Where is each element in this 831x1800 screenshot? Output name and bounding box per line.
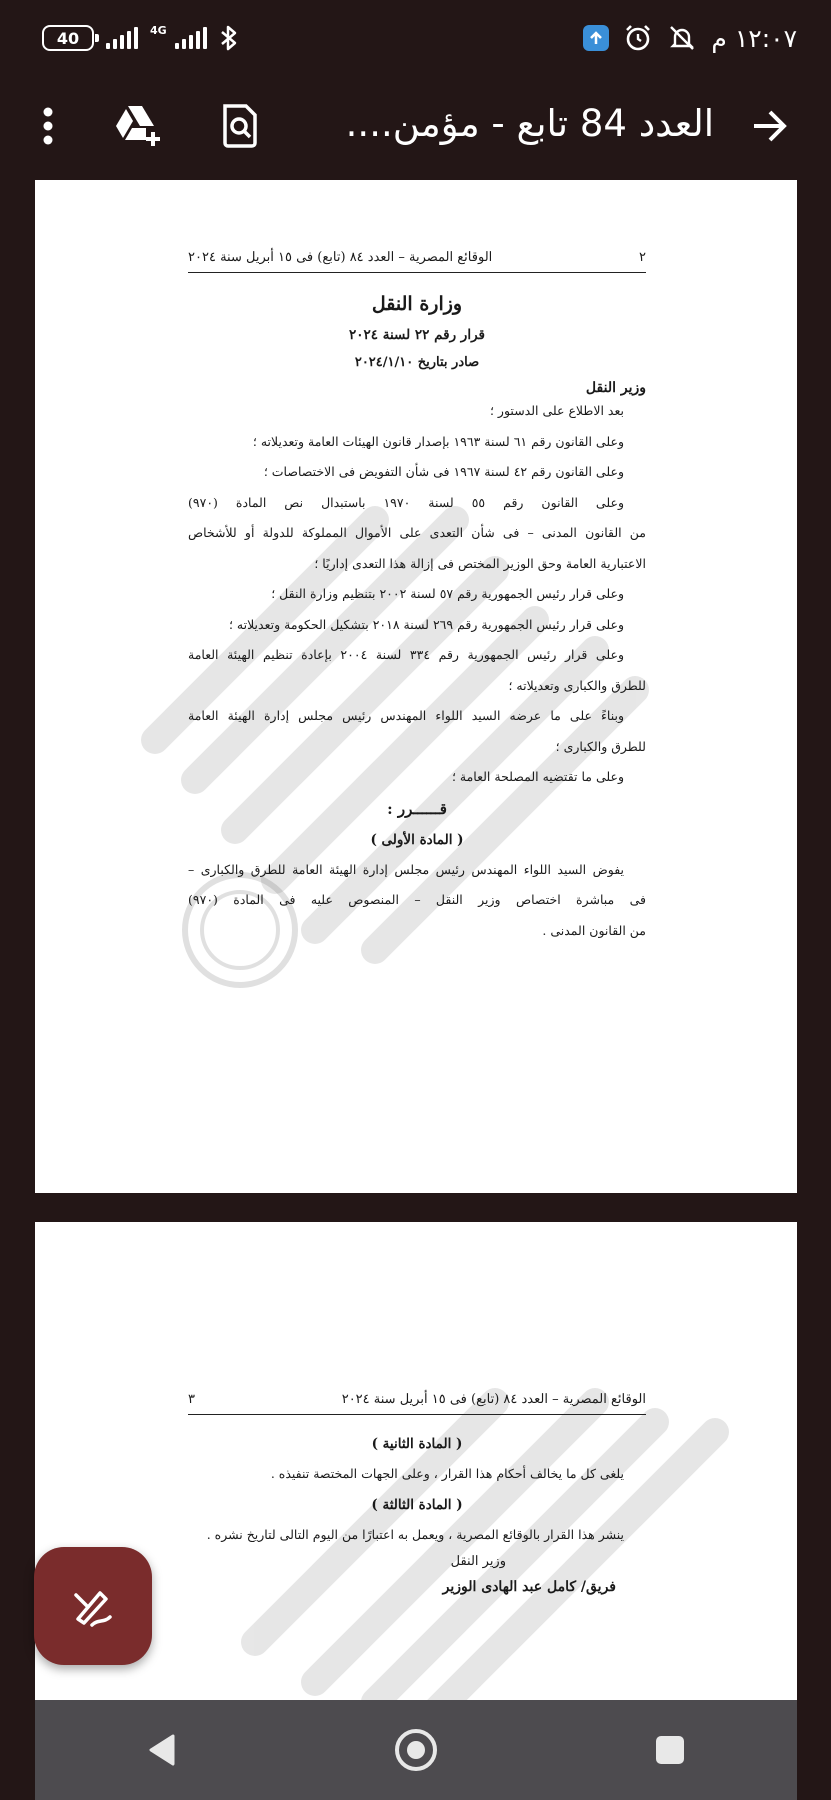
- decree-number: قرار رقم ٢٢ لسنة ٢٠٢٤: [349, 327, 485, 343]
- back-button[interactable]: [742, 98, 798, 154]
- alarm-icon: [623, 23, 653, 53]
- article-two-title: ( المادة الثانية ): [371, 1436, 463, 1452]
- nav-home-button[interactable]: [376, 1710, 456, 1790]
- arrow-forward-icon: [750, 108, 790, 144]
- preamble-line: للطرق والكبارى ؛: [555, 738, 646, 754]
- square-recents-icon: [654, 1734, 686, 1766]
- nav-back-button[interactable]: [122, 1710, 202, 1790]
- document-title: العدد 84 تابع - مؤمن....: [345, 102, 714, 145]
- page-2-content: [188, 250, 646, 946]
- bluetooth-icon: [219, 24, 239, 52]
- running-header-2: [188, 1392, 646, 1415]
- search-document-button[interactable]: [210, 96, 270, 156]
- triangle-back-icon: [147, 1733, 177, 1767]
- document-page-2: [35, 180, 797, 1193]
- status-bar: [0, 0, 831, 76]
- drive-add-icon: [113, 104, 163, 148]
- app-toolbar: [0, 76, 831, 176]
- clock: ١٢:٠٧ م: [711, 23, 797, 53]
- article-three-title: ( المادة الثالثة ): [371, 1496, 463, 1513]
- page-number: ٢: [639, 250, 646, 265]
- preamble-line: وعلى القانون رقم ٦١ لسنة ١٩٦٣ بإصدار قانون الهيئات العامة وتعديلاته ؛: [252, 433, 624, 449]
- article-line: من القانون المدنى .: [542, 922, 646, 938]
- article-two-body: يلغى كل ما يخالف أحكام هذا القرار ، وعلى الجهات المختصة تنفيذه .: [270, 1466, 624, 1481]
- signer-title: وزير النقل: [450, 1554, 506, 1569]
- preamble-line: وعلى القانون رقم ٤٢ لسنة ١٩٦٧ فى شأن التفويض فى الاختصاصات ؛: [263, 464, 624, 479]
- status-right: [583, 23, 797, 53]
- resolved-heading: قــــــرر :: [387, 799, 447, 818]
- minister-heading: وزير النقل: [585, 380, 646, 396]
- preamble-line: وعلى القانون رقم ٥٥ لسنة ١٩٧٠ باستبدال نص المادة (٩٧٠): [188, 494, 624, 510]
- preamble-line: وعلى قرار رئيس الجمهورية رقم ٢٦٩ لسنة ٢٠١٨ بتشكيل الحكومة وتعديلاته ؛: [228, 616, 624, 632]
- preamble-line: من القانون المدنى – فى شأن التعدى على الأموال المملوكة للدولة أو للأشخاص: [188, 525, 646, 540]
- preamble-line: وعلى قرار رئيس الجمهورية رقم ٣٣٤ لسنة ٢٠٠٤ بإعادة تنظيم الهيئة العامة: [188, 647, 624, 662]
- ministry-title: وزارة النقل: [371, 293, 463, 315]
- upload-icon: [583, 25, 609, 51]
- preamble-line: بعد الاطلاع على الدستور ؛: [489, 403, 624, 418]
- find-in-page-icon: [221, 103, 259, 149]
- running-head-title: الوقائع المصرية – العدد ٨٤ (تابع) فى ١٥ أبريل سنة ٢٠٢٤: [341, 1392, 646, 1407]
- nav-recents-button[interactable]: [630, 1710, 710, 1790]
- status-left: [42, 24, 239, 52]
- running-head-title: الوقائع المصرية – العدد ٨٤ (تابع) فى ١٥ أبريل سنة ٢٠٢٤: [188, 250, 493, 265]
- battery-indicator: [42, 25, 94, 51]
- signal-bars-icon: [106, 27, 138, 49]
- article-one-body: [188, 855, 646, 947]
- circle-home-icon: [393, 1727, 439, 1773]
- edit-pen-icon: [68, 1583, 118, 1629]
- running-header: [188, 250, 646, 273]
- article-three-body: ينشر هذا القرار بالوقائع المصرية ، ويعمل به اعتبارًا من اليوم التالى لتاريخ نشره .: [206, 1526, 624, 1542]
- preamble-line: وعلى قرار رئيس الجمهورية رقم ٥٧ لسنة ٢٠٠٢ بتنظيم وزارة النقل ؛: [271, 586, 624, 601]
- article-one-title: ( المادة الأولى ): [370, 831, 464, 848]
- page-number: ٣: [188, 1392, 195, 1407]
- page-3-content: [188, 1392, 646, 1595]
- signer-name: فريق/ كامل عبد الهادى الوزير: [442, 1579, 616, 1595]
- more-options-button[interactable]: [20, 98, 76, 154]
- preamble-line: للطرق والكبارى وتعديلاته ؛: [508, 677, 646, 693]
- network-type: 4G: [150, 23, 167, 37]
- article-line: فى مباشرة اختصاص وزير النقل – المنصوص عليه فى المادة (٩٧٠): [188, 892, 646, 907]
- article-line: يفوض السيد اللواء المهندس رئيس مجلس إدارة الهيئة العامة للطرق والكبارى –: [188, 861, 624, 877]
- system-nav-bar: [35, 1700, 797, 1800]
- annotate-button[interactable]: [34, 1547, 152, 1665]
- add-to-drive-button[interactable]: [108, 96, 168, 156]
- preamble-line: وبناءً على ما عرضه السيد اللواء المهندس رئيس مجلس إدارة الهيئة العامة: [188, 708, 624, 723]
- preamble-line: وعلى ما تقتضيه المصلحة العامة ؛: [451, 769, 624, 784]
- more-vert-icon: [42, 106, 54, 146]
- notifications-muted-icon: [667, 23, 697, 53]
- preamble: [188, 396, 646, 793]
- preamble-line: الاعتبارية العامة وحق الوزير المختص فى إزالة هذا التعدى إداريًا ؛: [314, 555, 646, 571]
- battery-level: 40: [56, 28, 80, 48]
- issue-date: صادر بتاريخ ٢٠٢٤/١/١٠: [354, 355, 480, 370]
- signal-bars-2-icon: [175, 27, 207, 49]
